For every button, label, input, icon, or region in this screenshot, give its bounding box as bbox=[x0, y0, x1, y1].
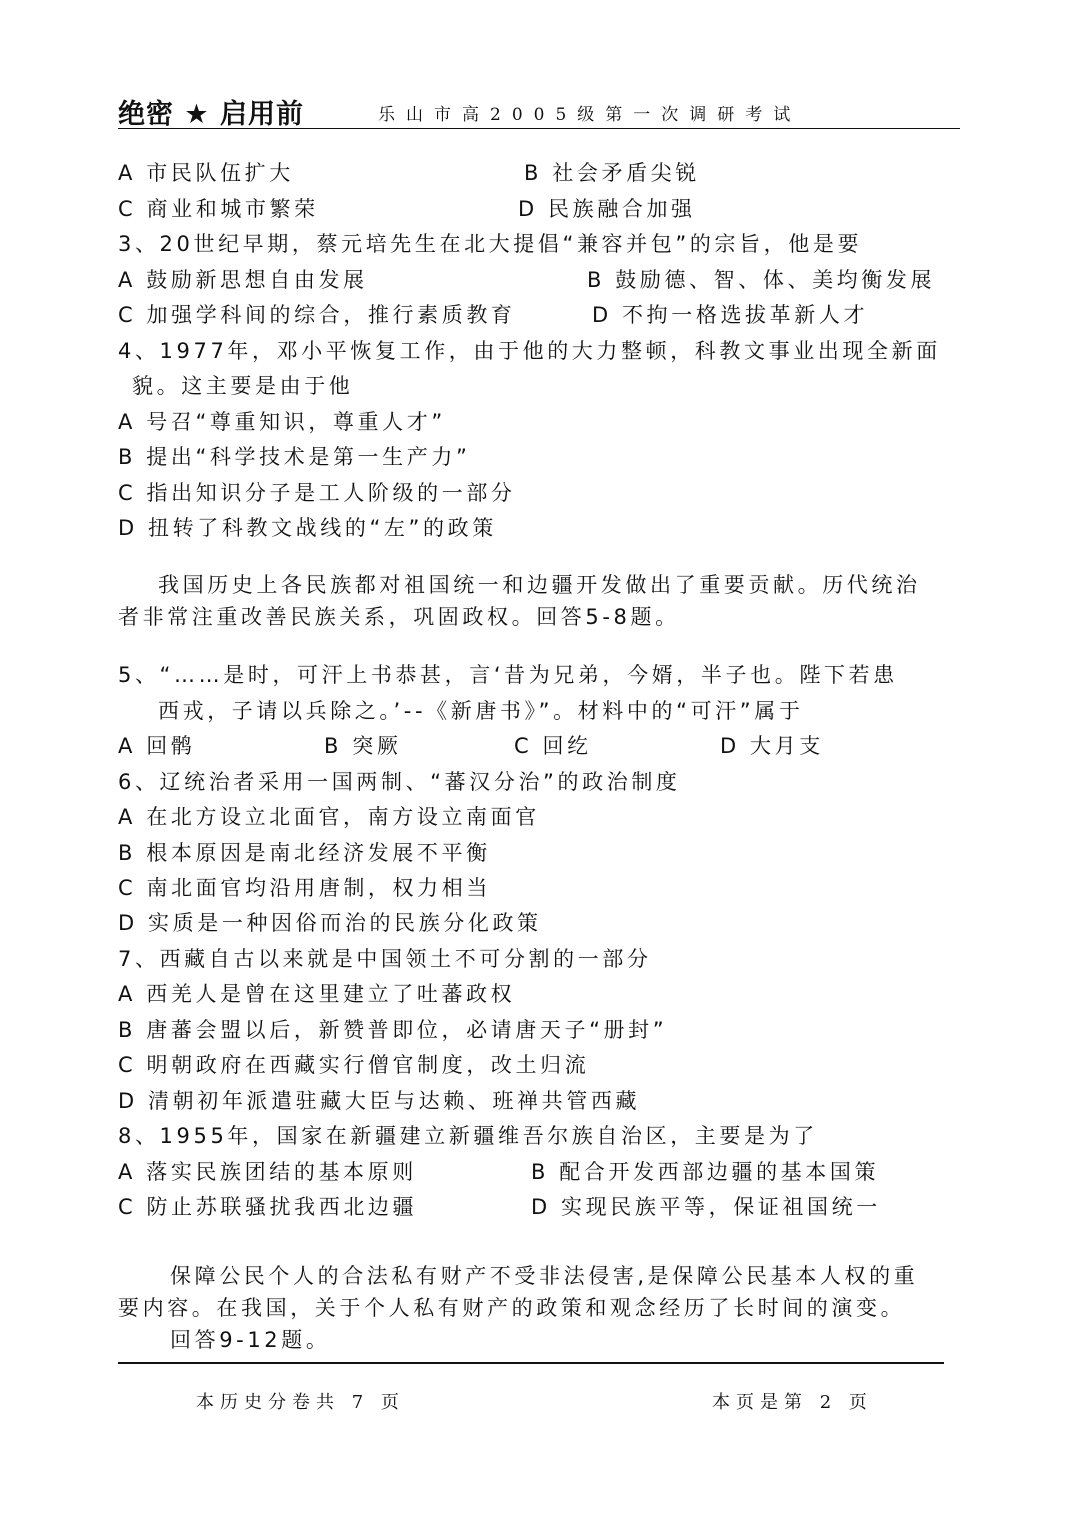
footer-divider bbox=[118, 1362, 944, 1364]
q8-option-a: A 落实民族团结的基本原则 bbox=[118, 1160, 417, 1184]
q3-stem: 3、20世纪早期，蔡元培先生在北大提倡“兼容并包”的宗旨，他是要 bbox=[118, 232, 863, 256]
q4-stem-line2: 貌。这主要是由于他 bbox=[132, 374, 354, 398]
passage1-line1: 我国历史上各民族都对祖国统一和边疆开发做出了重要贡献。历代统治 bbox=[158, 573, 921, 597]
q2-option-a: A 市民队伍扩大 bbox=[118, 161, 294, 185]
q8-stem: 8、1955年，国家在新疆建立新疆维吾尔族自治区，主要是为了 bbox=[118, 1124, 818, 1148]
q2-option-b: B 社会矛盾尖锐 bbox=[524, 161, 700, 185]
q8-option-c: C 防止苏联骚扰我西北边疆 bbox=[118, 1195, 418, 1219]
secret-label: 绝密 ★ 启用前 bbox=[118, 99, 305, 130]
q4-option-d: D 扭转了科教文战线的“左”的政策 bbox=[118, 516, 497, 540]
q6-option-b: B 根本原因是南北经济发展不平衡 bbox=[118, 841, 491, 865]
q7-option-a: A 西羌人是曾在这里建立了吐蕃政权 bbox=[118, 982, 516, 1006]
passage2-line3: 回答9-12题。 bbox=[170, 1328, 331, 1352]
passage2-line2: 要内容。在我国，关于个人私有财产的政策和观念经历了长时间的演变。 bbox=[118, 1296, 906, 1320]
q5-stem-line1: 5、“……是时，可汗上书恭甚，言‘昔为兄弟，今婿，半子也。陛下若患 bbox=[118, 663, 898, 687]
q6-option-d: D 实质是一种因俗而治的民族分化政策 bbox=[118, 911, 542, 935]
q7-option-d: D 清朝初年派遣驻藏大臣与达赖、班禅共管西藏 bbox=[118, 1089, 641, 1113]
q3-option-d: D 不拘一格选拔革新人才 bbox=[592, 303, 869, 327]
q6-option-a: A 在北方设立北面官，南方设立南面官 bbox=[118, 805, 540, 829]
q4-option-a: A 号召“尊重知识，尊重人才” bbox=[118, 410, 446, 434]
total-pages: 本历史分卷共 7 页 bbox=[196, 1392, 405, 1413]
q6-stem: 6、辽统治者采用一国两制、“蕃汉分治”的政治制度 bbox=[118, 770, 681, 794]
q5-stem-line2: 西戎，子请以兵除之。’--《新唐书》”。材料中的“可汗”属于 bbox=[158, 699, 804, 723]
header-divider bbox=[118, 128, 960, 129]
q4-stem-line1: 4、1977年，邓小平恢复工作，由于他的大力整顿，科教文事业出现全新面 bbox=[118, 339, 941, 363]
passage1-line2: 者非常注重改善民族关系，巩固政权。回答5-8题。 bbox=[118, 605, 680, 629]
current-page: 本页是第 2 页 bbox=[712, 1392, 873, 1413]
q5-option-d: D 大月支 bbox=[720, 734, 824, 758]
q3-option-b: B 鼓励德、智、体、美均衡发展 bbox=[587, 268, 936, 292]
q7-option-b: B 唐蕃会盟以后，新赞普即位，必请唐天子“册封” bbox=[118, 1018, 668, 1042]
q5-option-a: A 回鹘 bbox=[118, 734, 196, 758]
q4-option-b: B 提出“科学技术是第一生产力” bbox=[118, 445, 471, 469]
exam-title: 乐山市高2005级第一次调研考试 bbox=[378, 105, 802, 125]
q6-option-c: C 南北面官均沿用唐制，权力相当 bbox=[118, 876, 491, 900]
q7-stem: 7、西藏自古以来就是中国领土不可分割的一部分 bbox=[118, 947, 652, 971]
q2-option-c: C 商业和城市繁荣 bbox=[118, 197, 319, 221]
q3-option-c: C 加强学科间的综合，推行素质教育 bbox=[118, 303, 516, 327]
q3-option-a: A 鼓励新思想自由发展 bbox=[118, 268, 368, 292]
q7-option-c: C 明朝政府在西藏实行僧官制度，改土归流 bbox=[118, 1053, 590, 1077]
q2-option-d: D 民族融合加强 bbox=[518, 197, 696, 221]
q4-option-c: C 指出知识分子是工人阶级的一部分 bbox=[118, 481, 516, 505]
q8-option-d: D 实现民族平等，保证祖国统一 bbox=[531, 1195, 881, 1219]
q5-option-b: B 突厥 bbox=[324, 734, 402, 758]
q8-option-b: B 配合开发西部边疆的基本国策 bbox=[531, 1160, 880, 1184]
passage2-line1: 保障公民个人的合法私有财产不受非法侵害,是保障公民基本人权的重 bbox=[170, 1264, 919, 1288]
q5-option-c: C 回纥 bbox=[514, 734, 592, 758]
